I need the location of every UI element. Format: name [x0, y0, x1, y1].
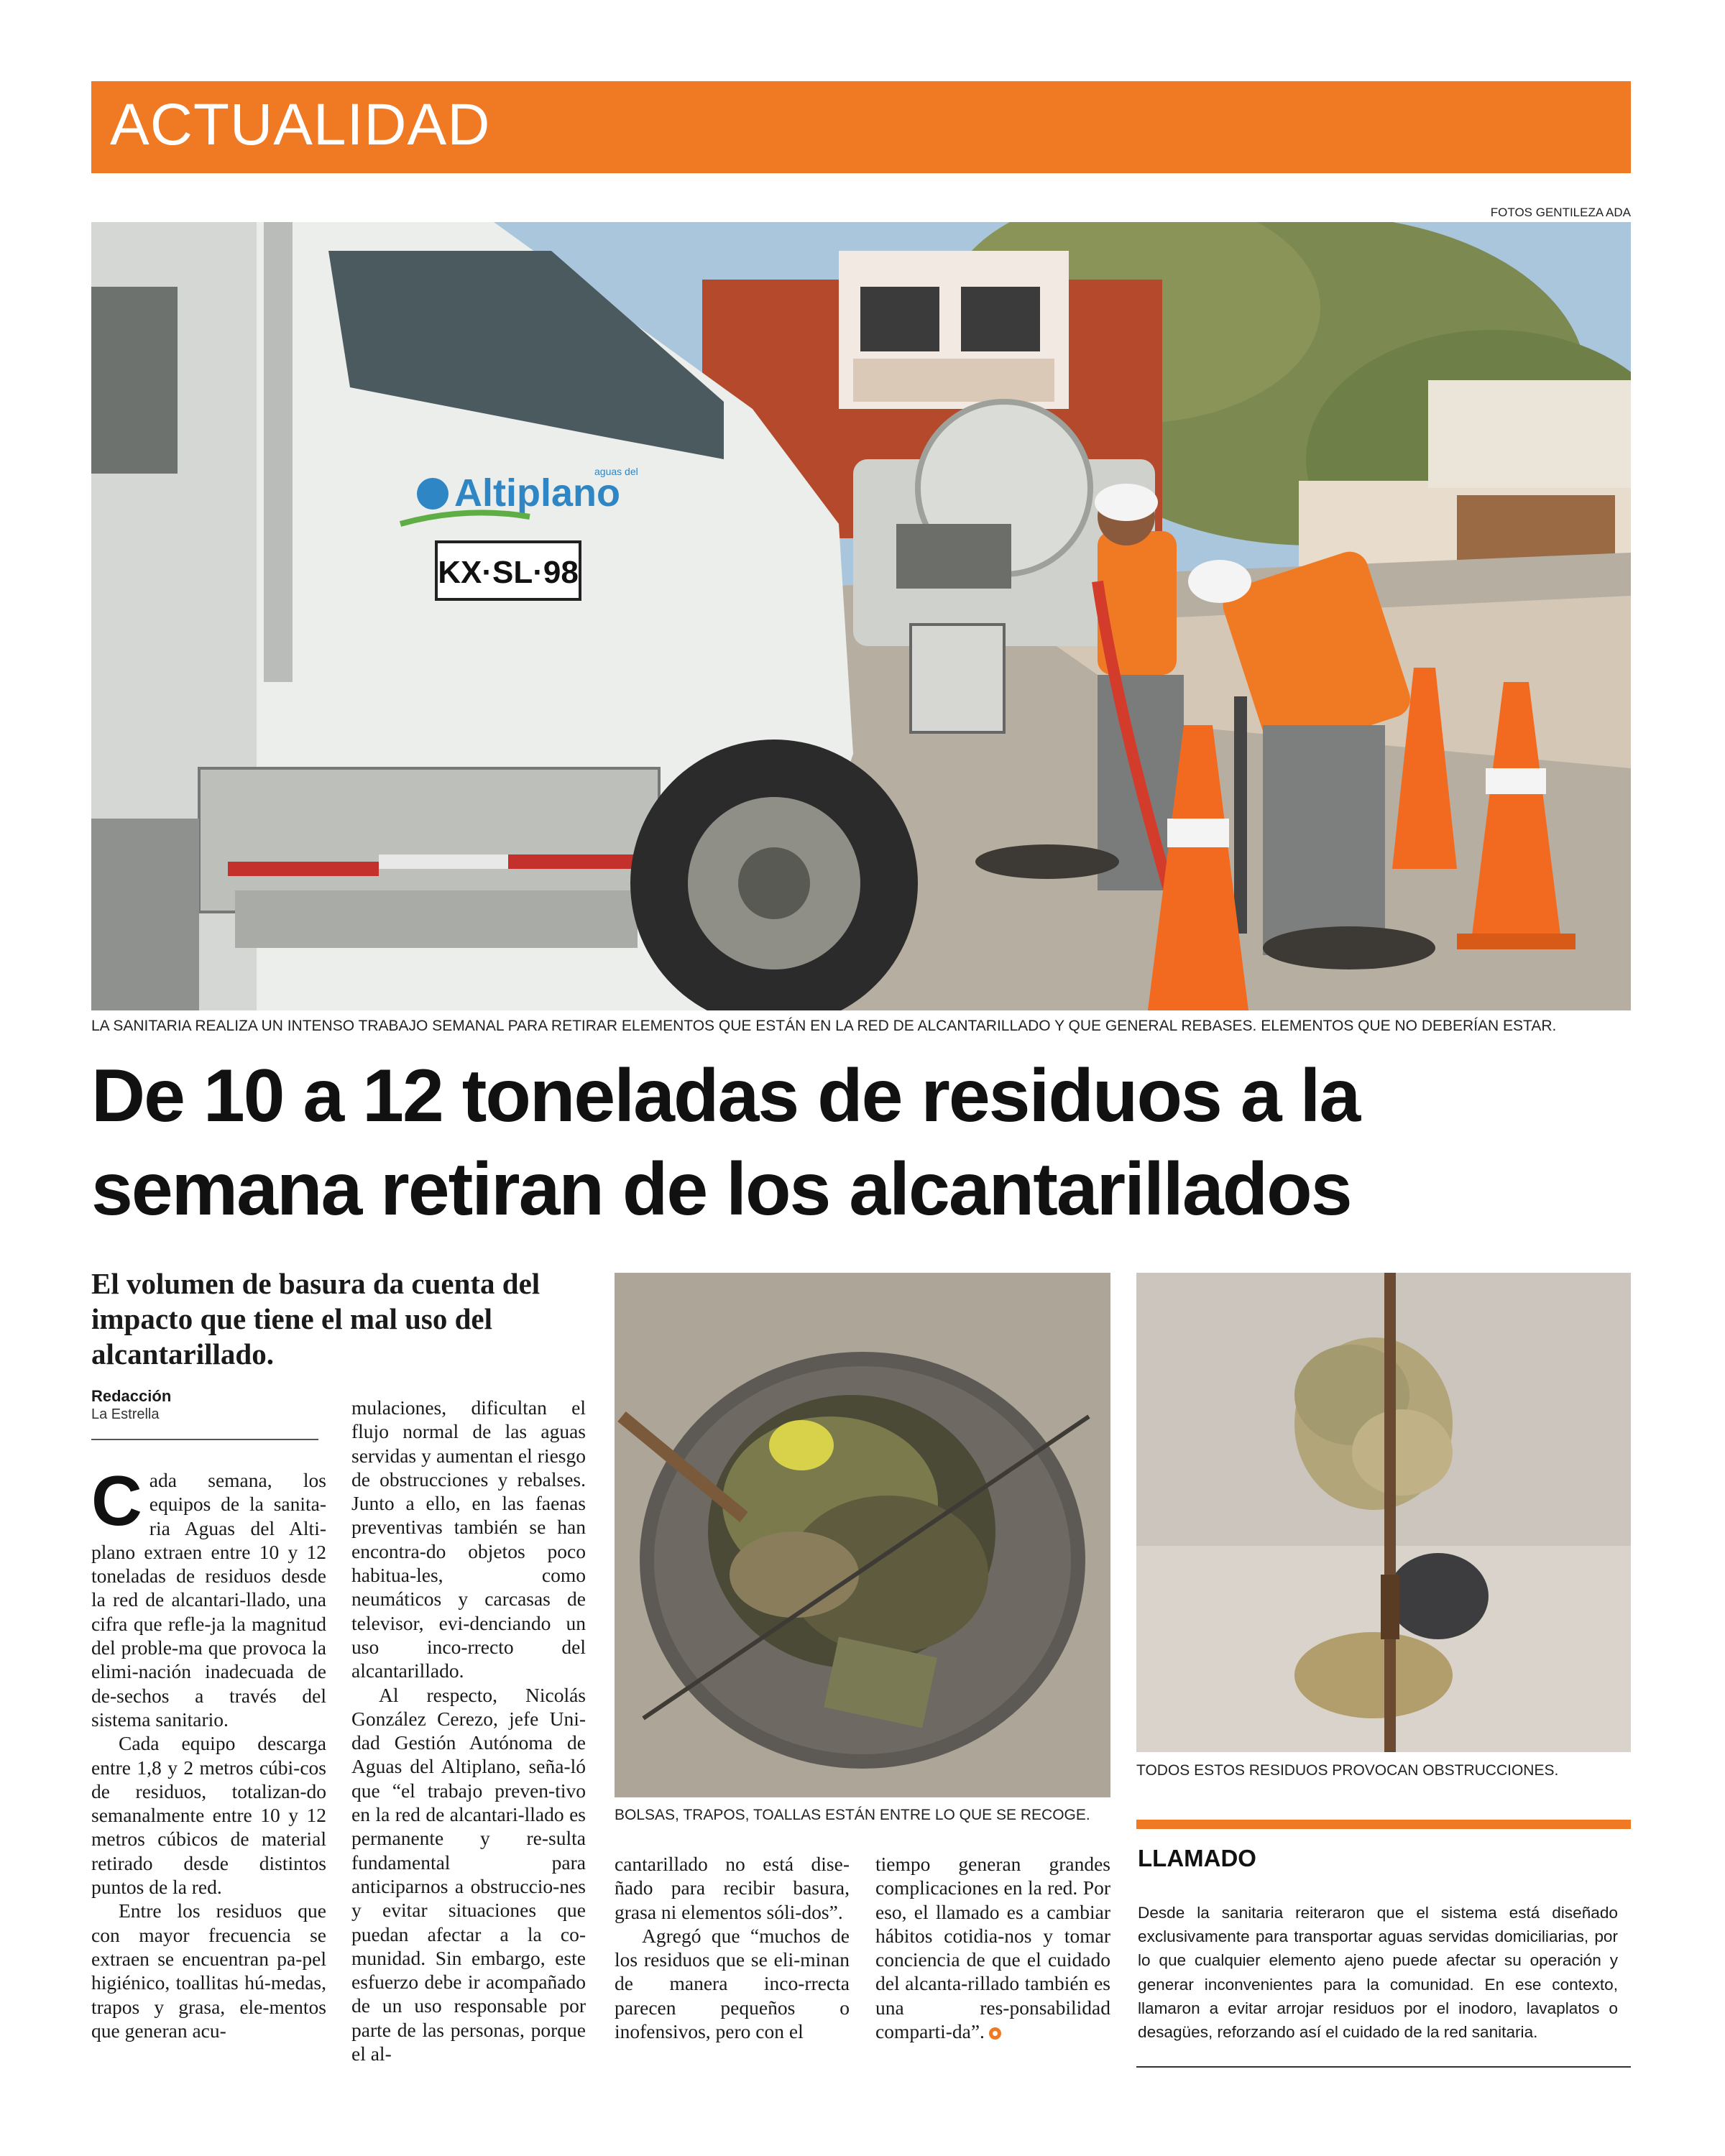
body-paragraph: cantarillado no está dise-ñado para recibir basura, grasa ni elementos sóli-dos”. — [615, 1853, 850, 1923]
body-paragraph: Al respecto, Nicolás González Cerezo, jefe Uni-dad Gestión Autónoma de Aguas del Altiplano, seña-ló que “el trabajo preven-tivo en la red de alcantari-llado es permanente y re-sulta fundamental para anticiparnos a obstruccio-nes y evitar situaciones que puedan afectar a la co-munidad. Sin embargo, este esfuerzo debe ir acompañado de un uso responsable por parte de las personas, porque el al- — [351, 1683, 586, 2065]
headline: De 10 a 12 toneladas de residuos a la semana retiran de los alcantarillados — [91, 1054, 1360, 1231]
photo-credit: FOTOS GENTILEZA ADA — [1490, 206, 1631, 219]
body-paragraph: Cada equipo descarga entre 1,8 y 2 metros cúbi-cos de residuos, totalizan-do semanalmente entre 10 y 12 metros cúbicos de material retirado desde distintos puntos de la red. — [91, 1732, 326, 1899]
waste-photo-2 — [1136, 1273, 1631, 1752]
body-paragraph — [875, 1852, 1110, 2043]
truck-logo: Altiplano — [454, 471, 620, 515]
main-photo — [91, 222, 1631, 1010]
main-photo-caption: LA SANITARIA REALIZA UN INTENSO TRABAJO SEMANAL PARA RETIRAR ELEMENTOS QUE ESTÁN EN LA RED DE ALCANTARILLADO Y QUE GENERAL REBASES. ELEMENTOS QUE NO DEBERÍAN ESTAR. — [91, 1018, 1557, 1034]
end-mark-icon — [989, 2027, 1001, 2040]
dropcap: C — [91, 1461, 142, 1540]
body-column-1 — [91, 1461, 326, 2042]
sidebar-title: LLAMADO — [1138, 1845, 1256, 1871]
truck-plate: KX·SL·98 — [438, 555, 579, 590]
deck: El volumen de basura da cuenta del impacto que tiene el mal uso del alcantarillado. — [91, 1267, 540, 1370]
section-label: ACTUALIDAD — [110, 92, 491, 157]
waste-photo-1 — [615, 1273, 1110, 1797]
body-paragraph: mulaciones, dificultan el flujo normal de las aguas servidas y aumentan el riesgo de obstrucciones y rebalses. Junto a ello, en las faenas preventivas también se han encontra-do objetos poco habitua-les, como neumáticos y carcasas de televisor, evi-denciando un uso inco-rrecto del alcantarillado. — [351, 1396, 586, 1682]
sidebar-accent-bar — [1136, 1820, 1631, 1829]
waste-photo-2-caption: TODOS ESTOS RESIDUOS PROVOCAN OBSTRUCCIONES. — [1136, 1762, 1559, 1779]
sidebar-bottom-rule — [1136, 2066, 1631, 2068]
body-paragraph: Entre los residuos que con mayor frecuencia se extraen se encuentran pa-pel higiénico, toallitas hú-medas, trapos y grasa, ele-mentos que generan acu- — [91, 1899, 326, 2042]
byline-name: Redacción — [91, 1387, 172, 1405]
body-paragraph: Agregó que “muchos de los residuos que se eli-minan de manera inco-rrecta parecen pequeños o inofensivos, pero con el — [615, 1924, 850, 2043]
byline-org: La Estrella — [91, 1406, 160, 1422]
waste-photo-1-caption: BOLSAS, TRAPOS, TOALLAS ESTÁN ENTRE LO QUE SE RECOGE. — [615, 1807, 1090, 1823]
truck-logo-small: aguas del — [594, 466, 638, 477]
byline-divider — [91, 1439, 318, 1440]
section-header — [91, 81, 1631, 173]
body-text: tiempo generan grandes complicaciones en la red. Por eso, el llamado es a cambiar hábitos cotidia-nos y tomar conciencia de que el cuidado del alcanta-rillado también es una res-ponsabilidad comparti-da”. — [875, 1853, 1110, 2043]
sidebar-text: Desde la sanitaria reiteraron que el sistema está diseñado exclusivamente para transportar aguas servidas domiciliarias, por lo que cualquier elemento ajeno puede afectar su operación y generar inconvenientes para la comunidad. En ese contexto, llamaron a evitar arrojar residuos por el inodoro, lavaplatos o desagües, reforzando así el cuidado de la red sanitaria. — [1138, 1904, 1618, 2042]
body-column-3 — [615, 1852, 850, 2043]
body-column-2 — [351, 1396, 586, 2065]
body-text: ada semana, los equipos de la sanita-ria Aguas del Alti-plano extraen entre 10 y 12 toneladas de residuos desde la red de alcantari-llado, una cifra que refle-ja la magnitud del proble-ma que provoca la elimi-nación inadecuada de de-sechos a través del sistema sanitario. — [91, 1469, 326, 1731]
body-column-4 — [875, 1852, 1110, 2043]
body-paragraph — [91, 1461, 326, 1731]
